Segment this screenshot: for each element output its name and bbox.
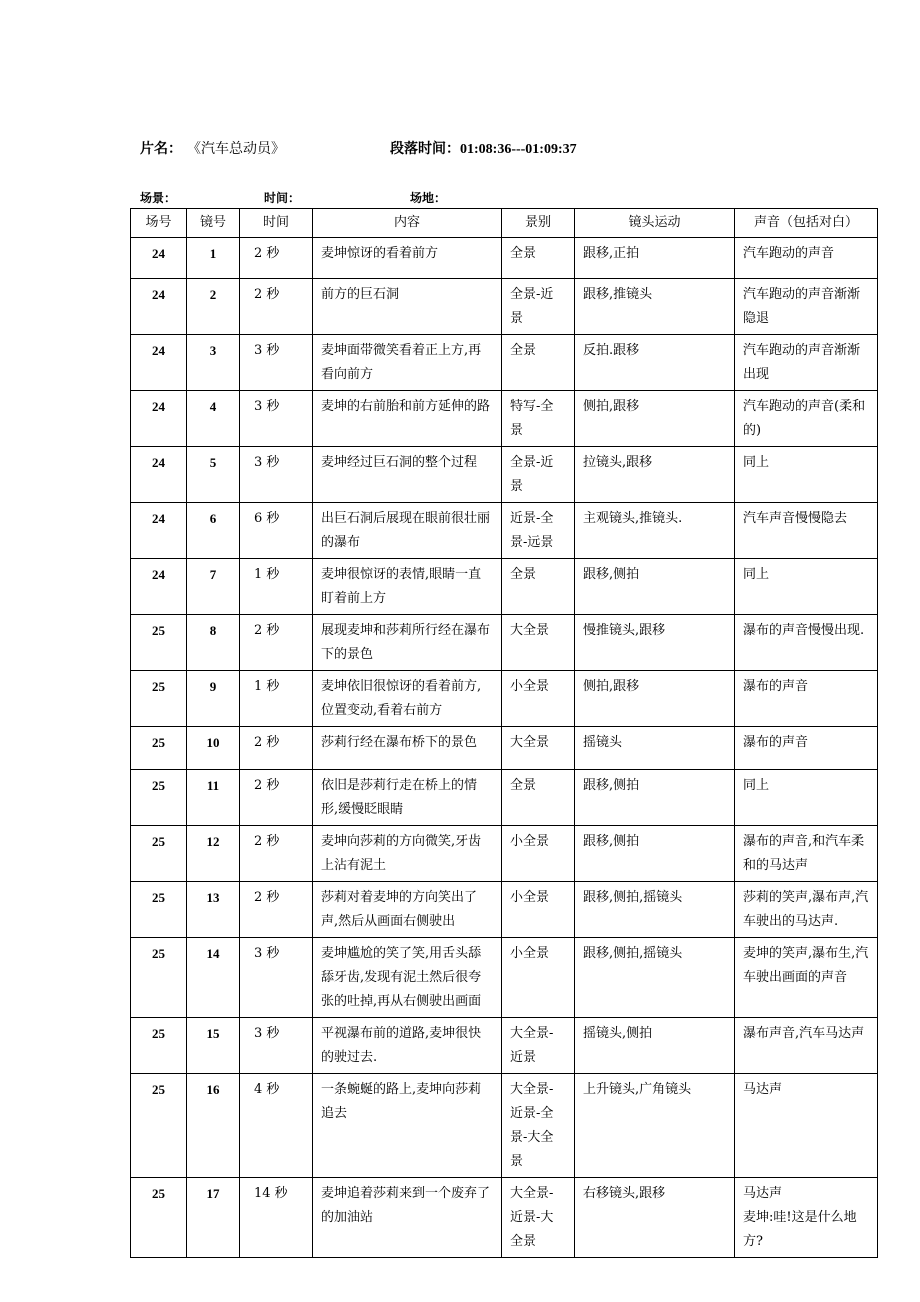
shot-cell: 7 (187, 559, 240, 615)
content-cell: 麦坤尴尬的笑了笑,用舌头舔舔牙齿,发现有泥土然后很夸张的吐掉,再从右侧驶出画面 (313, 938, 502, 1018)
scene-cell: 25 (131, 770, 187, 826)
shot-size-cell: 小全景 (502, 882, 575, 938)
scene-cell: 25 (131, 671, 187, 727)
shot-cell: 5 (187, 447, 240, 503)
content-cell: 一条蜿蜒的路上,麦坤向莎莉追去 (313, 1074, 502, 1178)
scene-cell: 24 (131, 335, 187, 391)
camera-move-cell: 跟移,侧拍 (575, 826, 735, 882)
scene-cell: 25 (131, 1178, 187, 1258)
camera-move-cell: 侧拍,跟移 (575, 391, 735, 447)
camera-move-cell: 反拍.跟移 (575, 335, 735, 391)
table-row (131, 447, 878, 503)
time-cell: 2 秒 (240, 826, 313, 882)
sound-cell (735, 503, 878, 559)
camera-move-cell: 跟移,正拍 (575, 238, 735, 279)
scene-cell: 25 (131, 826, 187, 882)
content-cell: 莎莉对着麦坤的方向笑出了声,然后从画面右侧驶出 (313, 882, 502, 938)
time-cell: 2 秒 (240, 882, 313, 938)
header-content: 内容 (313, 209, 502, 238)
sound-cell (735, 279, 878, 335)
shot-cell: 10 (187, 727, 240, 770)
scene-cell: 25 (131, 1018, 187, 1074)
sound-line: 汽车声音慢慢隐去 (743, 511, 848, 526)
segment-time: 01:08:36---01:09:37 (460, 142, 577, 157)
shot-size-cell: 全景 (502, 335, 575, 391)
sound-cell (735, 671, 878, 727)
film-name: 《汽车总动员》 (194, 141, 285, 157)
time-cell: 6 秒 (240, 503, 313, 559)
shot-size-cell: 大全景-近景-全景-大全景 (502, 1074, 575, 1178)
sound-line: 麦坤的笑声,瀑布生,汽车驶出画面的声音 (743, 946, 869, 985)
scene-cell: 25 (131, 727, 187, 770)
sound-line: 瀑布的声音慢慢出现. (743, 623, 865, 638)
shot-size-cell: 大全景-近景 (502, 1018, 575, 1074)
table-row (131, 770, 878, 826)
shot-cell: 13 (187, 882, 240, 938)
camera-move-cell: 跟移,侧拍 (575, 559, 735, 615)
camera-move-cell: 跟移,侧拍 (575, 770, 735, 826)
sound-cell (735, 391, 878, 447)
time-cell: 2 秒 (240, 727, 313, 770)
camera-move-cell: 右移镜头,跟移 (575, 1178, 735, 1258)
shot-cell: 15 (187, 1018, 240, 1074)
document-header (140, 138, 577, 158)
sound-cell (735, 335, 878, 391)
camera-move-cell: 跟移,侧拍,摇镜头 (575, 938, 735, 1018)
sound-line: 汽车跑动的声音(柔和的) (743, 399, 866, 438)
scene-cell: 25 (131, 938, 187, 1018)
time-cell: 3 秒 (240, 335, 313, 391)
shot-size-cell: 近景-全景-远景 (502, 503, 575, 559)
shot-cell: 6 (187, 503, 240, 559)
sound-line: 瀑布的声音 (743, 735, 809, 750)
content-cell: 麦坤的右前胎和前方延伸的路 (313, 391, 502, 447)
sound-line: 同上 (743, 778, 770, 793)
camera-move-cell: 拉镜头,跟移 (575, 447, 735, 503)
scene-cell: 25 (131, 882, 187, 938)
sound-line: 马达声 (743, 1186, 783, 1201)
sound-cell (735, 727, 878, 770)
sound-line: 麦坤:哇!这是什么地方? (743, 1210, 857, 1249)
header-shot-size: 景别 (502, 209, 575, 238)
content-cell: 平视瀑布前的道路,麦坤很快的驶过去. (313, 1018, 502, 1074)
table-body (131, 238, 878, 1258)
time-cell: 2 秒 (240, 770, 313, 826)
time-cell: 2 秒 (240, 238, 313, 279)
film-label: 片名： (140, 141, 182, 157)
sound-cell (735, 559, 878, 615)
scene-cell: 25 (131, 1074, 187, 1178)
time-cell: 3 秒 (240, 447, 313, 503)
time-cell: 3 秒 (240, 938, 313, 1018)
time-cell: 4 秒 (240, 1074, 313, 1178)
shot-size-cell: 小全景 (502, 826, 575, 882)
table-row (131, 727, 878, 770)
time-cell: 1 秒 (240, 671, 313, 727)
camera-move-cell: 摇镜头 (575, 727, 735, 770)
header-camera-move: 镜头运动 (575, 209, 735, 238)
shot-size-cell: 全景 (502, 238, 575, 279)
time-cell: 2 秒 (240, 615, 313, 671)
scene-cell: 24 (131, 391, 187, 447)
content-cell: 麦坤向莎莉的方向微笑,牙齿上沾有泥土 (313, 826, 502, 882)
shot-cell: 2 (187, 279, 240, 335)
scene-cell: 24 (131, 238, 187, 279)
sound-cell (735, 882, 878, 938)
shot-cell: 12 (187, 826, 240, 882)
camera-move-cell: 主观镜头,推镜头. (575, 503, 735, 559)
shot-size-cell: 大全景 (502, 615, 575, 671)
sound-cell (735, 938, 878, 1018)
sound-line: 汽车跑动的声音渐渐出现 (743, 343, 861, 382)
time-cell: 14 秒 (240, 1178, 313, 1258)
time-cell: 3 秒 (240, 391, 313, 447)
shot-cell: 16 (187, 1074, 240, 1178)
sound-line: 莎莉的笑声,瀑布声,汽车驶出的马达声. (743, 890, 869, 929)
sound-cell (735, 238, 878, 279)
header-sound: 声音（包括对白） (735, 209, 878, 238)
header-scene: 场号 (131, 209, 187, 238)
shot-cell: 3 (187, 335, 240, 391)
sound-line: 瀑布的声音 (743, 679, 809, 694)
table-row (131, 1178, 878, 1258)
shot-cell: 11 (187, 770, 240, 826)
content-cell: 前方的巨石洞 (313, 279, 502, 335)
shot-size-cell: 全景-近景 (502, 279, 575, 335)
camera-move-cell: 摇镜头,侧拍 (575, 1018, 735, 1074)
camera-move-cell: 上升镜头,广角镜头 (575, 1074, 735, 1178)
time-cell: 3 秒 (240, 1018, 313, 1074)
content-cell: 出巨石洞后展现在眼前很壮丽的瀑布 (313, 503, 502, 559)
sound-line: 同上 (743, 567, 770, 582)
table-row (131, 671, 878, 727)
shot-size-cell: 小全景 (502, 938, 575, 1018)
table-row (131, 1018, 878, 1074)
time-label: 时间： (264, 191, 301, 205)
content-cell: 麦坤依旧很惊讶的看着前方,位置变动,看着右前方 (313, 671, 502, 727)
content-cell: 依旧是莎莉行走在桥上的情形,缓慢眨眼睛 (313, 770, 502, 826)
storyboard-table (130, 208, 878, 1258)
shot-size-cell: 特写-全景 (502, 391, 575, 447)
table-row (131, 335, 878, 391)
table-row (131, 882, 878, 938)
header-shot: 镜号 (187, 209, 240, 238)
sound-line: 汽车跑动的声音渐渐隐退 (743, 287, 861, 326)
scene-cell: 24 (131, 279, 187, 335)
table-row (131, 615, 878, 671)
shot-cell: 17 (187, 1178, 240, 1258)
shot-size-cell: 全景 (502, 770, 575, 826)
table-row (131, 826, 878, 882)
shot-cell: 14 (187, 938, 240, 1018)
sound-line: 瀑布声音,汽车马达声 (743, 1026, 865, 1041)
shot-size-cell: 全景 (502, 559, 575, 615)
table-row (131, 391, 878, 447)
sound-cell (735, 615, 878, 671)
table-row (131, 279, 878, 335)
sound-cell (735, 1178, 878, 1258)
time-cell: 2 秒 (240, 279, 313, 335)
shot-cell: 9 (187, 671, 240, 727)
content-cell: 展现麦坤和莎莉所行经在瀑布下的景色 (313, 615, 502, 671)
sound-cell (735, 770, 878, 826)
table-row (131, 503, 878, 559)
camera-move-cell: 跟移,侧拍,摇镜头 (575, 882, 735, 938)
sound-line: 马达声 (743, 1082, 783, 1097)
shot-cell: 1 (187, 238, 240, 279)
segment-time-block (390, 138, 577, 158)
location-label: 场地： (410, 191, 447, 205)
content-cell: 麦坤惊讶的看着前方 (313, 238, 502, 279)
scene-cell: 24 (131, 447, 187, 503)
content-cell: 麦坤追着莎莉来到一个废弃了的加油站 (313, 1178, 502, 1258)
scene-cell: 24 (131, 503, 187, 559)
content-cell: 莎莉行经在瀑布桥下的景色 (313, 727, 502, 770)
camera-move-cell: 慢推镜头,跟移 (575, 615, 735, 671)
shot-size-cell: 小全景 (502, 671, 575, 727)
content-cell: 麦坤经过巨石洞的整个过程 (313, 447, 502, 503)
sound-cell (735, 1074, 878, 1178)
table-row (131, 938, 878, 1018)
content-cell: 麦坤很惊讶的表情,眼睛一直盯着前上方 (313, 559, 502, 615)
sound-cell (735, 1018, 878, 1074)
shot-size-cell: 全景-近景 (502, 447, 575, 503)
shot-size-cell: 大全景-近景-大全景 (502, 1178, 575, 1258)
header-time: 时间 (240, 209, 313, 238)
sound-line: 汽车跑动的声音 (743, 246, 835, 261)
time-cell: 1 秒 (240, 559, 313, 615)
sound-line: 同上 (743, 455, 770, 470)
content-cell: 麦坤面带微笑看着正上方,再看向前方 (313, 335, 502, 391)
sound-cell (735, 447, 878, 503)
shot-size-cell: 大全景 (502, 727, 575, 770)
table-row (131, 1074, 878, 1178)
table-header-row (131, 209, 878, 238)
shot-cell: 8 (187, 615, 240, 671)
sound-line: 瀑布的声音,和汽车柔和的马达声 (743, 834, 865, 873)
shot-cell: 4 (187, 391, 240, 447)
scene-cell: 25 (131, 615, 187, 671)
camera-move-cell: 侧拍,跟移 (575, 671, 735, 727)
sound-cell (735, 826, 878, 882)
table-row (131, 238, 878, 279)
table-row (131, 559, 878, 615)
camera-move-cell: 跟移,推镜头 (575, 279, 735, 335)
scene-cell: 24 (131, 559, 187, 615)
segment-label: 段落时间： (390, 141, 460, 157)
scene-label: 场景： (140, 191, 177, 205)
